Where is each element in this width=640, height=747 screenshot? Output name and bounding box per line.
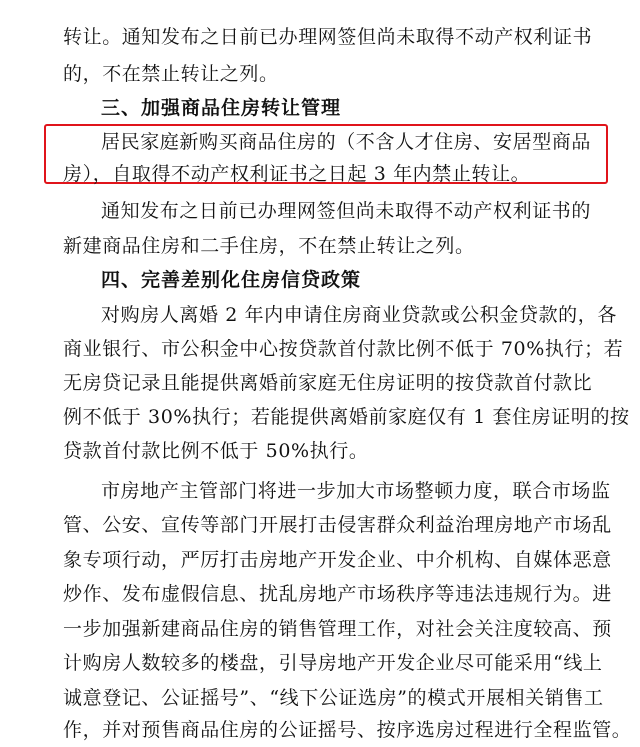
paragraph-line: 商业银行、市公积金中心按贷款首付款比例不低于 70%执行；若 [63,338,624,360]
paragraph-line: 新建商品住房和二手住房，不在禁止转让之列。 [63,235,475,257]
paragraph-line: 市房地产主管部门将进一步加大市场整顿力度，联合市场监 [101,480,611,502]
paragraph-line: 对购房人离婚 2 年内申请住房商业贷款或公积金贷款的，各 [101,304,617,326]
paragraph-line: 诚意登记、公证摇号”、“线下公证选房”的模式开展相关销售工 [63,687,604,709]
section-heading-3: 三、加强商品住房转让管理 [101,97,342,119]
paragraph-line: 的，不在禁止转让之列。 [63,63,279,85]
paragraph-line: 炒作、发布虚假信息、扰乱房地产市场秩序等违法违规行为。进 [63,583,612,605]
paragraph-line: 贷款首付款比例不低于 50%执行。 [63,440,369,462]
paragraph-line: 象专项行动，严厉打击房地产开发企业、中介机构、自媒体恶意 [63,549,612,571]
paragraph-line: 通知发布之日前已办理网签但尚未取得不动产权利证书的 [101,200,592,222]
paragraph-line: 一步加强新建商品住房的销售管理工作，对社会关注度较高、预 [63,618,612,640]
paragraph-line: 无房贷记录且能提供离婚前家庭无住房证明的按贷款首付款比 [63,372,593,394]
paragraph-line: 管、公安、宣传等部门开展打击侵害群众利益治理房地产市场乱 [63,514,612,536]
paragraph-line: 例不低于 30%执行；若能提供离婚前家庭仅有 1 套住房证明的按 [63,406,630,428]
section-heading-4: 四、完善差别化住房信贷政策 [101,269,362,291]
paragraph-line: 计购房人数较多的楼盘，引导房地产开发企业尽可能采用“线上 [63,652,603,674]
paragraph-line: 转让。通知发布之日前已办理网签但尚未取得不动产权利证书 [63,26,593,48]
paragraph-line: 作，并对预售商品住房的公证摇号、按序选房过程进行全程监管。 [63,719,632,741]
highlighted-line: 房），自取得不动产权利证书之日起 3 年内禁止转让。 [63,163,531,185]
highlighted-line: 居民家庭新购买商品住房的（不含人才住房、安居型商品 [101,131,592,153]
